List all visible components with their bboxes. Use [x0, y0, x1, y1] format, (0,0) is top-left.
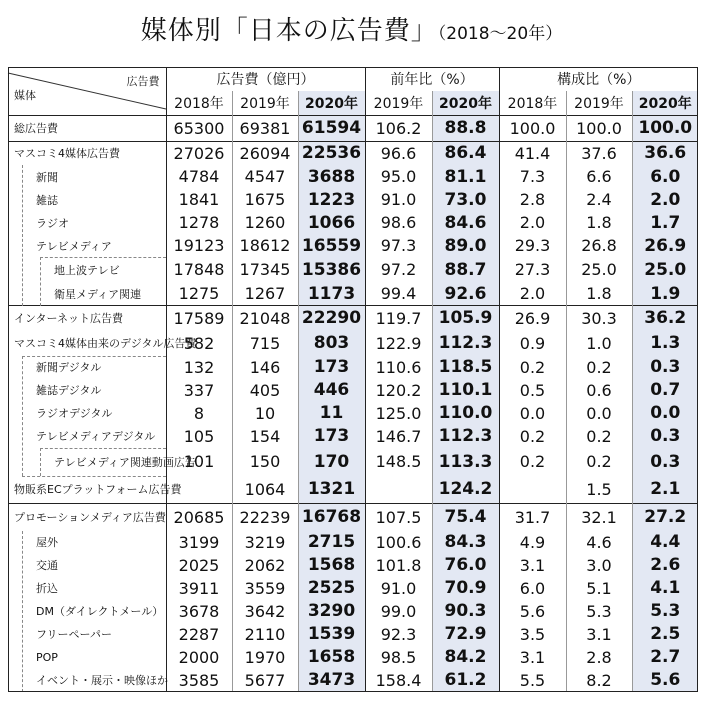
- cell-value: 5.6: [632, 669, 698, 692]
- cell-value: 26.9: [499, 306, 566, 331]
- cell-value: 0.3: [632, 448, 698, 476]
- cell-value: 3290: [298, 600, 365, 623]
- cell-value: 125.0: [365, 402, 432, 425]
- cell-value: 1064: [232, 476, 298, 504]
- cell-value: 146: [232, 356, 298, 379]
- year-header: 2019年: [566, 91, 632, 115]
- cell-value: 81.1: [432, 165, 499, 188]
- cell-value: 17589: [166, 306, 232, 331]
- cell-value: 2.8: [566, 646, 632, 669]
- cell-value: 3199: [166, 531, 232, 554]
- cell-value: 37.6: [566, 141, 632, 165]
- cell-value: 0.0: [566, 402, 632, 425]
- cell-value: 91.0: [365, 188, 432, 211]
- table-row: [8, 141, 698, 165]
- year-header: 2020年: [298, 91, 365, 115]
- cell-value: 1.7: [632, 211, 698, 234]
- row-label: フリーペーパー: [36, 628, 113, 641]
- cell-value: 0.2: [566, 425, 632, 448]
- cell-value: 88.7: [432, 257, 499, 282]
- cell-value: 1658: [298, 646, 365, 669]
- cell-value: 20685: [166, 504, 232, 531]
- cell-value: 3.1: [499, 646, 566, 669]
- cell-value: 3219: [232, 531, 298, 554]
- table-row: [8, 165, 698, 188]
- cell-value: 100.0: [499, 115, 566, 141]
- table-row: [8, 306, 698, 331]
- cell-value: 15386: [298, 257, 365, 282]
- cell-value: 0.6: [566, 379, 632, 402]
- cell-value: 173: [298, 356, 365, 379]
- cell-value: 105.9: [432, 306, 499, 331]
- cell-value: 4784: [166, 165, 232, 188]
- cell-value: 6.6: [566, 165, 632, 188]
- cell-value: 75.4: [432, 504, 499, 531]
- cell-value: 22290: [298, 306, 365, 331]
- row-label: テレビメディア関連動画広告: [54, 455, 196, 469]
- cell-value: 70.9: [432, 577, 499, 600]
- table-body: [8, 115, 698, 692]
- table-row: [8, 577, 698, 600]
- row-label: 交通: [36, 559, 58, 572]
- cell-value: 2000: [166, 646, 232, 669]
- cell-value: 86.4: [432, 141, 499, 165]
- cell-value: 16768: [298, 504, 365, 531]
- cell-value: 170: [298, 448, 365, 476]
- cell-value: 4.4: [632, 531, 698, 554]
- cell-value: 2.4: [566, 188, 632, 211]
- cell-value: 3678: [166, 600, 232, 623]
- row-label: テレビメディア: [36, 239, 112, 253]
- year-header: 2020年: [632, 91, 698, 115]
- cell-value: 2.0: [499, 282, 566, 306]
- cell-value: 25.0: [566, 257, 632, 282]
- cell-value: 26.9: [632, 234, 698, 257]
- table-row: [8, 623, 698, 646]
- cell-value: 2.8: [499, 188, 566, 211]
- cell-value: 72.9: [432, 623, 499, 646]
- corner-bottom-label: 媒体: [14, 88, 36, 102]
- year-header: 2018年: [499, 91, 566, 115]
- cell-value: 0.3: [632, 425, 698, 448]
- row-label: 折込: [36, 582, 58, 595]
- cell-value: 89.0: [432, 234, 499, 257]
- cell-value: 5.5: [499, 669, 566, 692]
- cell-value: 1.5: [566, 476, 632, 504]
- cell-value: 4.1: [632, 577, 698, 600]
- cell-value: 76.0: [432, 554, 499, 577]
- cell-value: 150: [232, 448, 298, 476]
- table-row: [8, 531, 698, 554]
- row-label: 雑誌: [36, 193, 58, 207]
- cell-value: 1539: [298, 623, 365, 646]
- tv-digital-divider: [40, 448, 166, 449]
- cell-value: 8: [166, 402, 232, 425]
- cell-value: 36.6: [632, 141, 698, 165]
- table-row: [8, 402, 698, 425]
- ec-divider: [22, 476, 166, 477]
- cell-value: 2.7: [632, 646, 698, 669]
- cell-value: 99.0: [365, 600, 432, 623]
- row-label: 総広告費: [8, 115, 166, 141]
- table-row: [8, 188, 698, 211]
- cell-value: 98.6: [365, 211, 432, 234]
- cell-value: 1321: [298, 476, 365, 504]
- cell-value: 90.3: [432, 600, 499, 623]
- table-row: [8, 282, 698, 306]
- cell-value: 1278: [166, 211, 232, 234]
- cell-value: 6.0: [632, 165, 698, 188]
- cell-value: 1.0: [566, 331, 632, 356]
- cell-value: 18612: [232, 234, 298, 257]
- row-label: ラジオデジタル: [36, 407, 113, 420]
- group-header-spend: 広告費（億円）: [166, 67, 365, 91]
- cell-value: 5677: [232, 669, 298, 692]
- cell-value: 118.5: [432, 356, 499, 379]
- table-row: [8, 448, 698, 476]
- cell-value: 110.1: [432, 379, 499, 402]
- cell-value: 582: [166, 331, 232, 356]
- cell-value: 3.1: [566, 623, 632, 646]
- cell-value: 803: [298, 331, 365, 356]
- row-label: イベント・展示・映像ほか: [36, 674, 168, 687]
- row-label: 物販系ECプラットフォーム広告費: [14, 483, 182, 497]
- row-label: 地上波テレビ: [54, 263, 120, 277]
- corner-top-label: 広告費: [126, 75, 160, 88]
- cell-value: 2287: [166, 623, 232, 646]
- cell-value: 1267: [232, 282, 298, 306]
- cell-value: 113.3: [432, 448, 499, 476]
- group-header-yoy: 前年比（%）: [365, 67, 499, 91]
- cell-value: 154: [232, 425, 298, 448]
- cell-value: 1223: [298, 188, 365, 211]
- table-row: [8, 554, 698, 577]
- cell-value: 84.3: [432, 531, 499, 554]
- cell-value: 112.3: [432, 331, 499, 356]
- corner-header: [8, 67, 166, 115]
- cell-value: 3911: [166, 577, 232, 600]
- cell-value: 2110: [232, 623, 298, 646]
- cell-value: 17848: [166, 257, 232, 282]
- cell-value: 69381: [232, 115, 298, 141]
- cell-value: 6.0: [499, 577, 566, 600]
- cell-value: 91.0: [365, 577, 432, 600]
- cell-value: 3688: [298, 165, 365, 188]
- cell-value: 1970: [232, 646, 298, 669]
- cell-value: 26094: [232, 141, 298, 165]
- cell-value: 173: [298, 425, 365, 448]
- cell-value: 4547: [232, 165, 298, 188]
- cell-value: 124.2: [432, 476, 499, 504]
- cell-value: 2.5: [632, 623, 698, 646]
- cell-value: 100.0: [632, 115, 698, 141]
- cell-value: 7.3: [499, 165, 566, 188]
- cell-value: 3.0: [566, 554, 632, 577]
- cell-value: 36.2: [632, 306, 698, 331]
- cell-value: 0.2: [566, 356, 632, 379]
- cell-value: 2062: [232, 554, 298, 577]
- row-label: 新聞デジタル: [36, 361, 102, 374]
- cell-value: 1.8: [566, 282, 632, 306]
- cell-value: 1173: [298, 282, 365, 306]
- table-row: [8, 504, 698, 531]
- cell-value: 158.4: [365, 669, 432, 692]
- row-label: インターネット広告費: [8, 306, 166, 331]
- cell-value: 26.8: [566, 234, 632, 257]
- table-row: [8, 356, 698, 379]
- cell-value: 101.8: [365, 554, 432, 577]
- row-label: POP: [36, 650, 58, 664]
- table-row: [8, 425, 698, 448]
- cell-value: 8.2: [566, 669, 632, 692]
- table-row: [8, 669, 698, 692]
- cell-value: 106.2: [365, 115, 432, 141]
- cell-value: 119.7: [365, 306, 432, 331]
- cell-value: 0.2: [566, 448, 632, 476]
- cell-value: 112.3: [432, 425, 499, 448]
- tv-media-guide: [40, 257, 41, 306]
- cell-value: 0.0: [632, 402, 698, 425]
- title-main: 媒体別「日本の広告費」: [140, 16, 438, 46]
- cell-value: 1.9: [632, 282, 698, 306]
- cell-value: 97.2: [365, 257, 432, 282]
- cell-value: 41.4: [499, 141, 566, 165]
- cell-value: 100.0: [566, 115, 632, 141]
- cell-value: 2.6: [632, 554, 698, 577]
- row-label: 衛星メディア関連: [54, 287, 142, 301]
- cell-value: 2025: [166, 554, 232, 577]
- digital-divider: [22, 356, 166, 357]
- cell-value: 2715: [298, 531, 365, 554]
- table-row: [8, 211, 698, 234]
- table-row: [8, 257, 698, 282]
- cell-value: 32.1: [566, 504, 632, 531]
- row-label: ラジオ: [36, 216, 69, 230]
- year-header: 2019年: [365, 91, 432, 115]
- cell-value: 110.0: [432, 402, 499, 425]
- cell-value: 10: [232, 402, 298, 425]
- cell-value: 16559: [298, 234, 365, 257]
- cell-value: [365, 476, 432, 504]
- year-header: 2020年: [432, 91, 499, 115]
- tv-digital-guide: [40, 448, 41, 476]
- cell-value: 61594: [298, 115, 365, 141]
- cell-value: 27026: [166, 141, 232, 165]
- cell-value: 1.3: [632, 331, 698, 356]
- cell-value: 120.2: [365, 379, 432, 402]
- cell-value: 446: [298, 379, 365, 402]
- cell-value: 337: [166, 379, 232, 402]
- cell-value: 0.5: [499, 379, 566, 402]
- cell-value: 1568: [298, 554, 365, 577]
- cell-value: 22536: [298, 141, 365, 165]
- cell-value: 0.3: [632, 356, 698, 379]
- cell-value: 0.2: [499, 448, 566, 476]
- cell-value: 2.0: [632, 188, 698, 211]
- cell-value: 65300: [166, 115, 232, 141]
- cell-value: 1.8: [566, 211, 632, 234]
- cell-value: 1260: [232, 211, 298, 234]
- cell-value: 101: [166, 448, 232, 476]
- table-row: [8, 331, 698, 356]
- cell-value: 3.1: [499, 554, 566, 577]
- mass-media-guide: [22, 165, 23, 306]
- cell-value: 148.5: [365, 448, 432, 476]
- cell-value: 73.0: [432, 188, 499, 211]
- promotion-guide: [22, 531, 23, 692]
- cell-value: 2525: [298, 577, 365, 600]
- cell-value: 96.6: [365, 141, 432, 165]
- cell-value: 98.5: [365, 646, 432, 669]
- cell-value: 4.6: [566, 531, 632, 554]
- year-header: 2018年: [166, 91, 232, 115]
- cell-value: 3559: [232, 577, 298, 600]
- cell-value: 0.2: [499, 425, 566, 448]
- table-row: [8, 234, 698, 257]
- title-sub: （2018〜20年）: [437, 24, 563, 44]
- cell-value: 3.5: [499, 623, 566, 646]
- cell-value: 1275: [166, 282, 232, 306]
- table-row: [8, 476, 698, 504]
- cell-value: 22239: [232, 504, 298, 531]
- cell-value: 1841: [166, 188, 232, 211]
- cell-value: 19123: [166, 234, 232, 257]
- cell-value: 61.2: [432, 669, 499, 692]
- table-row: [8, 115, 698, 141]
- row-label: マスコミ4媒体広告費: [8, 141, 166, 165]
- cell-value: 3585: [166, 669, 232, 692]
- cell-value: 5.3: [566, 600, 632, 623]
- table-row: [8, 379, 698, 402]
- cell-value: 92.6: [432, 282, 499, 306]
- cell-value: 95.0: [365, 165, 432, 188]
- cell-value: 100.6: [365, 531, 432, 554]
- row-label: DM（ダイレクトメール）: [36, 605, 164, 618]
- cell-value: 110.6: [365, 356, 432, 379]
- table-row: [8, 600, 698, 623]
- cell-value: 405: [232, 379, 298, 402]
- cell-value: 715: [232, 331, 298, 356]
- cell-value: 31.7: [499, 504, 566, 531]
- ad-spend-table: [8, 67, 698, 692]
- row-label: 屋外: [36, 536, 58, 549]
- cell-value: 0.7: [632, 379, 698, 402]
- cell-value: 1066: [298, 211, 365, 234]
- chart-title: [0, 10, 703, 47]
- cell-value: 0.0: [499, 402, 566, 425]
- cell-value: 84.6: [432, 211, 499, 234]
- cell-value: 105: [166, 425, 232, 448]
- cell-value: 88.8: [432, 115, 499, 141]
- cell-value: 146.7: [365, 425, 432, 448]
- cell-value: 30.3: [566, 306, 632, 331]
- digital-guide: [22, 356, 23, 476]
- cell-value: 92.3: [365, 623, 432, 646]
- tv-media-divider: [40, 257, 166, 258]
- row-label: 新聞: [36, 170, 58, 184]
- cell-value: 122.9: [365, 331, 432, 356]
- cell-value: 107.5: [365, 504, 432, 531]
- cell-value: 29.3: [499, 234, 566, 257]
- row-label: 雑誌デジタル: [36, 384, 102, 397]
- cell-value: 3473: [298, 669, 365, 692]
- cell-value: 99.4: [365, 282, 432, 306]
- year-header: 2019年: [232, 91, 298, 115]
- cell-value: 5.6: [499, 600, 566, 623]
- cell-value: 0.2: [499, 356, 566, 379]
- group-header-share: 構成比（%）: [499, 67, 698, 91]
- cell-value: 17345: [232, 257, 298, 282]
- cell-value: 84.2: [432, 646, 499, 669]
- cell-value: 25.0: [632, 257, 698, 282]
- cell-value: 97.3: [365, 234, 432, 257]
- cell-value: 27.2: [632, 504, 698, 531]
- cell-value: 5.3: [632, 600, 698, 623]
- table-row: [8, 646, 698, 669]
- cell-value: 1675: [232, 188, 298, 211]
- row-label: マスコミ4媒体由来のデジタル広告費: [14, 337, 197, 350]
- cell-value: 21048: [232, 306, 298, 331]
- cell-value: 27.3: [499, 257, 566, 282]
- cell-value: 132: [166, 356, 232, 379]
- cell-value: 4.9: [499, 531, 566, 554]
- cell-value: 2.0: [499, 211, 566, 234]
- cell-value: 3642: [232, 600, 298, 623]
- cell-value: 2.1: [632, 476, 698, 504]
- row-label: プロモーションメディア広告費: [8, 504, 166, 531]
- row-label: テレビメディアデジタル: [36, 430, 156, 443]
- cell-value: [499, 476, 566, 504]
- cell-value: 0.9: [499, 331, 566, 356]
- cell-value: 11: [298, 402, 365, 425]
- cell-value: 5.1: [566, 577, 632, 600]
